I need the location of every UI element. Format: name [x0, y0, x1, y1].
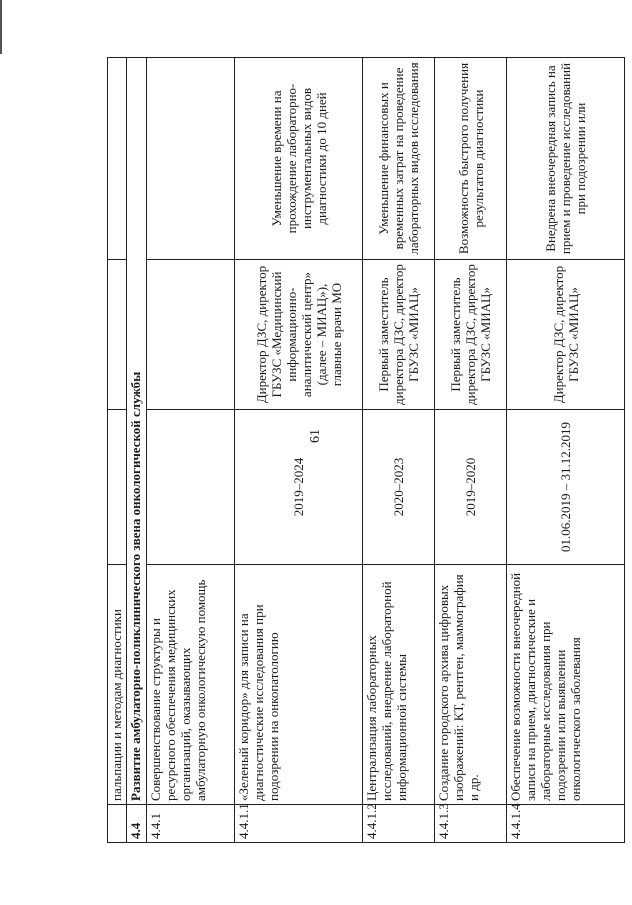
row-result: Возможность быстрого получения результатов диагностики	[435, 58, 507, 260]
row-number: 4.4.1.3	[435, 805, 507, 843]
row-number: 4.4.1.2	[363, 805, 435, 843]
row-period: 2020–2023	[363, 410, 435, 565]
row-number: 4.4.1.4	[507, 805, 625, 843]
table-row	[507, 58, 625, 843]
table-row-section	[126, 58, 146, 843]
plan-table	[107, 57, 625, 843]
section-title: Развитие амбулаторно-поликлинического звена онкологической службы	[126, 58, 146, 805]
row-period: 2019–2024	[235, 410, 363, 565]
continuation-number-cell	[108, 805, 127, 843]
row-period: 01.06.2019 – 31.12.2019	[507, 410, 625, 565]
row-event: Обеспечение возможности внеочередной записи на прием, диагностические и лабораторные исследования при подозрении или выявлении онкологического заболевания	[507, 565, 625, 805]
table-row	[435, 58, 507, 843]
row-responsible	[146, 260, 235, 410]
row-result: Уменьшение финансовых и временных затрат на проведение лабораторных видов исследования	[363, 58, 435, 260]
row-responsible: Первый заместитель директора ДЗС, директор ГБУЗС «МИАЦ»	[363, 260, 435, 410]
continuation-period-cell	[108, 410, 127, 565]
table-row	[363, 58, 435, 843]
row-event: Централизация лабораторных исследований, внедрение лабораторной информационной системы	[363, 565, 435, 805]
row-result: Уменьшение времени на прохождение лабораторно-инструментальных видов диагностики до 10 дней	[235, 58, 363, 260]
row-result: Внедрена внеочередная запись на прием и проведение исследований при подозрении или	[507, 58, 625, 260]
scan-edge-mark	[0, 0, 2, 54]
row-period: 2019–2020	[435, 410, 507, 565]
row-event: Совершенствование структуры и ресурсного обеспечения медицинских организаций, оказывающих амбулаторную онкологическую помощь	[146, 565, 235, 805]
row-responsible: Первый заместитель директора ДЗС, директор ГБУЗС «МИАЦ»	[435, 260, 507, 410]
row-event: «Зеленый коридор» для записи на диагностические исследования при подозрении на онкопатологию	[235, 565, 363, 805]
row-number: 4.4.1.1	[235, 805, 363, 843]
rotated-table-container	[107, 58, 625, 843]
row-responsible: Директор ДЗС, директор ГБУЗС «МИАЦ»	[507, 260, 625, 410]
row-number: 4.4.1	[146, 805, 235, 843]
rotated-table	[107, 58, 625, 843]
continuation-result-cell	[108, 58, 127, 260]
row-result	[146, 58, 235, 260]
continuation-responsible-cell	[108, 260, 127, 410]
row-period	[146, 410, 235, 565]
row-event: Создание городского архива цифровых изображений: КТ, рентген, маммография и др.	[435, 565, 507, 805]
section-number: 4.4	[126, 805, 146, 843]
page-number: 61	[308, 429, 323, 443]
table-row	[146, 58, 235, 843]
row-responsible: Директор ДЗС, директор ГБУЗС «Медицинский информационно-аналитический центр» (далее – МИАЦ»), главные врачи МО	[235, 260, 363, 410]
continuation-text-cell: пальпации и методам диагностики	[108, 565, 127, 805]
table-row-continuation	[108, 58, 127, 843]
table-row	[235, 58, 363, 843]
